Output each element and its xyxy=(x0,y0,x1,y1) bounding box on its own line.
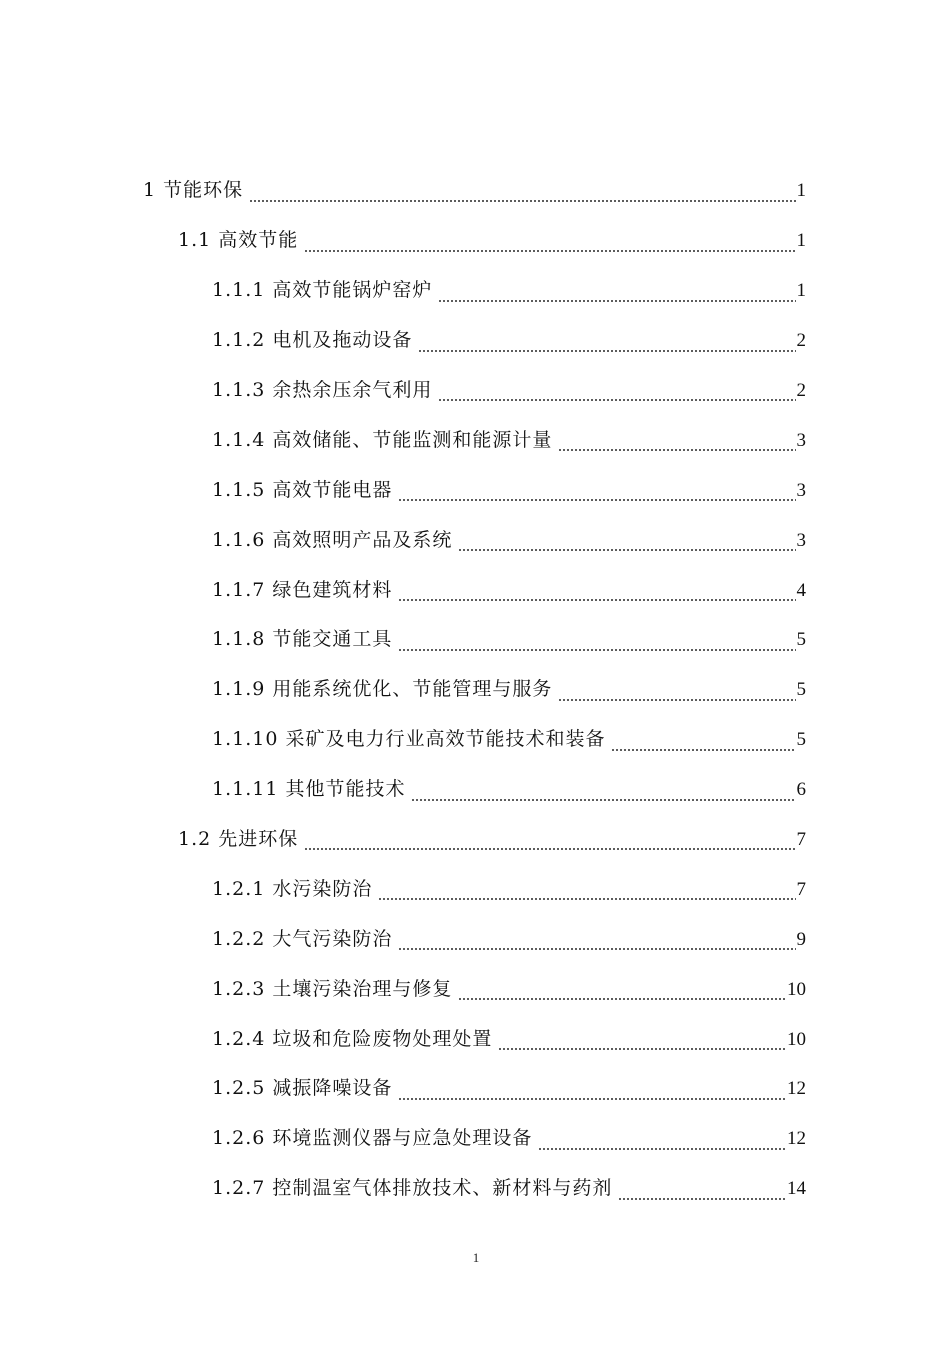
toc-entry-page: 12 xyxy=(787,1078,806,1100)
toc-entry[interactable] xyxy=(0,565,952,615)
toc-dot-leader xyxy=(398,599,795,601)
toc-entry-label: 1.1.9 用能系统优化、节能管理与服务 xyxy=(212,678,553,701)
toc-entry[interactable] xyxy=(0,964,952,1014)
toc-dot-leader xyxy=(304,848,795,850)
toc-entry-page: 1 xyxy=(796,230,806,252)
toc-dot-leader xyxy=(398,649,795,651)
toc-entry-label: 1.2.7 控制温室气体排放技术、新材料与药剂 xyxy=(212,1177,613,1200)
toc-entry-page: 3 xyxy=(796,429,806,451)
toc-entry-page: 2 xyxy=(796,330,806,352)
toc-entry-page: 1 xyxy=(796,180,806,202)
toc-entry[interactable] xyxy=(0,914,952,964)
toc-entry-page: 4 xyxy=(796,579,806,601)
table-of-contents xyxy=(0,166,952,1214)
toc-entry-page: 10 xyxy=(787,1028,806,1050)
toc-dot-leader xyxy=(618,1198,786,1200)
toc-entry-page: 9 xyxy=(796,928,806,950)
toc-entry-label: 1.1.3 余热余压余气利用 xyxy=(212,379,433,401)
toc-entry-label: 1.1.4 高效储能、节能监测和能源计量 xyxy=(212,428,553,451)
toc-dot-leader xyxy=(304,250,795,252)
toc-dot-leader xyxy=(411,799,795,801)
toc-entry[interactable] xyxy=(0,1114,952,1164)
toc-entry-page: 7 xyxy=(796,829,806,851)
toc-entry-label: 1.2.2 大气污染防治 xyxy=(212,927,393,950)
toc-entry[interactable] xyxy=(0,765,952,815)
toc-entry[interactable] xyxy=(0,864,952,914)
toc-entry[interactable] xyxy=(0,266,952,316)
toc-entry-label: 1.1 高效节能 xyxy=(178,229,299,252)
toc-entry-label: 1.1.10 采矿及电力行业高效节能技术和装备 xyxy=(212,728,606,751)
toc-dot-leader xyxy=(438,300,795,302)
toc-dot-leader xyxy=(558,699,795,701)
toc-entry-label: 1 节能环保 xyxy=(143,179,244,202)
toc-entry-page: 12 xyxy=(787,1128,806,1150)
toc-entry[interactable] xyxy=(0,515,952,565)
toc-entry[interactable] xyxy=(0,465,952,515)
toc-entry-label: 1.2 先进环保 xyxy=(178,828,299,851)
toc-entry[interactable] xyxy=(0,316,952,366)
toc-entry[interactable] xyxy=(0,216,952,266)
toc-entry[interactable] xyxy=(0,665,952,715)
toc-entry[interactable] xyxy=(0,615,952,665)
toc-entry-label: 1.1.7 绿色建筑材料 xyxy=(212,578,393,601)
toc-entry-page: 5 xyxy=(796,679,806,701)
toc-entry[interactable] xyxy=(0,1064,952,1114)
toc-entry-label: 1.2.5 减振降噪设备 xyxy=(212,1077,393,1100)
toc-entry-page: 10 xyxy=(787,978,806,1000)
toc-dot-leader xyxy=(498,1048,786,1050)
toc-entry-page: 2 xyxy=(796,380,806,401)
toc-entry-label: 1.2.4 垃圾和危险废物处理处置 xyxy=(212,1027,493,1050)
toc-dot-leader xyxy=(558,449,795,451)
toc-dot-leader xyxy=(458,549,795,551)
toc-entry-page: 5 xyxy=(796,729,806,751)
toc-entry[interactable] xyxy=(0,415,952,465)
toc-dot-leader xyxy=(538,1148,786,1150)
toc-entry[interactable] xyxy=(0,1014,952,1064)
toc-entry-label: 1.1.2 电机及拖动设备 xyxy=(212,329,413,352)
toc-dot-leader xyxy=(398,948,795,950)
toc-dot-leader xyxy=(249,200,795,202)
toc-entry-page: 3 xyxy=(796,529,806,551)
toc-entry-page: 3 xyxy=(796,479,806,501)
toc-entry[interactable] xyxy=(0,715,952,765)
toc-entry-label: 1.1.5 高效节能电器 xyxy=(212,478,393,501)
toc-entry-label: 1.1.8 节能交通工具 xyxy=(212,628,393,651)
toc-dot-leader xyxy=(611,749,795,751)
toc-dot-leader xyxy=(378,898,795,900)
toc-entry-label: 1.2.1 水污染防治 xyxy=(212,877,373,900)
toc-dot-leader xyxy=(398,499,795,501)
toc-entry-label: 1.1.1 高效节能锅炉窑炉 xyxy=(212,279,433,302)
toc-entry-page: 7 xyxy=(796,878,806,900)
toc-entry-page: 5 xyxy=(796,629,806,651)
toc-entry-label: 1.1.6 高效照明产品及系统 xyxy=(212,528,453,551)
toc-dot-leader xyxy=(458,998,786,1000)
toc-entry-label: 1.1.11 其他节能技术 xyxy=(212,778,406,801)
toc-entry-page: 6 xyxy=(796,779,806,801)
toc-entry-label: 1.2.3 土壤污染治理与修复 xyxy=(212,977,453,1000)
toc-entry[interactable] xyxy=(0,166,952,216)
toc-entry[interactable] xyxy=(0,815,952,865)
toc-entry-page: 14 xyxy=(787,1178,806,1200)
toc-entry-page: 1 xyxy=(796,280,806,302)
toc-dot-leader xyxy=(398,1098,786,1100)
toc-dot-leader xyxy=(418,350,795,352)
toc-entry-label: 1.2.6 环境监测仪器与应急处理设备 xyxy=(212,1127,533,1150)
toc-entry[interactable] xyxy=(0,1164,952,1214)
toc-dot-leader xyxy=(438,399,795,401)
toc-entry[interactable] xyxy=(0,366,952,416)
page-number: 1 xyxy=(472,1250,480,1265)
